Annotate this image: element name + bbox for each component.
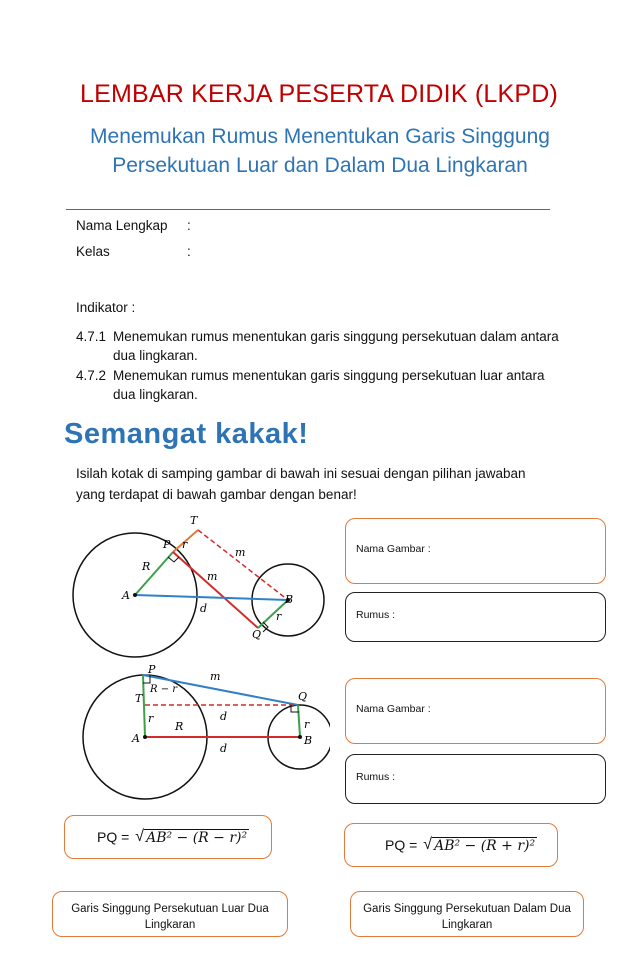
sqrt-icon: √ [423,836,433,853]
formula-expression: AB² − (R − r)² [146,829,248,846]
instruction-text: Isilah kotak di samping gambar di bawah ini sesuai dengan pilihan jawaban yang terdapat di bawah gambar dengan benar! [76,466,526,502]
radius-ap [135,552,173,595]
indicator-text: Menemukan rumus menentukan garis singgung persekutuan dalam antara dua lingkaran. [113,329,559,363]
name-label: Nama Lengkap [76,218,168,233]
formula-prefix: PQ = [97,829,130,845]
label-r-left: r [148,712,154,725]
label-t: T [190,514,198,527]
figure-external-tangent [80,662,330,802]
name-colon: : [187,218,191,233]
motivation-heading: Semangat kakak! [64,418,309,450]
label-d: d [200,602,208,615]
label-p: P [148,663,156,676]
indicator-item [76,327,566,367]
label-m: m [210,670,221,683]
figure2-name-label: Nama Gambar : [356,703,431,715]
label-q: Q [298,690,308,703]
label-r-right: r [304,718,310,731]
center-line-ab [135,595,288,600]
formula-expression: AB² − (R + r)² [434,837,536,854]
label-m-top: m [235,546,246,559]
label-a: A [122,589,130,602]
radius-bq [258,600,288,628]
label-big-r: R [175,720,184,733]
indicator-number: 4.7.1 [76,329,107,344]
label-b: B [304,734,313,747]
indicator-item [76,366,566,406]
class-label: Kelas [76,244,110,259]
label-r-minus-r: R − r [150,684,178,695]
formula-prefix: PQ = [385,837,418,853]
figure-internal-tangent [70,510,340,660]
label-a: A [132,732,140,745]
label-t: T [135,692,143,705]
formula-choice-outer[interactable] [64,815,272,859]
label-d-bottom: d [220,742,228,755]
label-b: B [285,593,294,606]
indicator-title: Indikator : [76,300,136,315]
label-r-right: r [276,610,282,623]
subtitle-line-1: Menemukan Rumus Menentukan Garis Singgung [90,125,550,148]
figure2-formula-label: Rumus : [356,771,396,783]
label-big-r: R [142,560,151,573]
sqrt-icon: √ [135,828,145,845]
label-m-mid: m [207,570,218,583]
indicator-number: 4.7.2 [76,368,107,383]
radius-ap [143,675,145,737]
figure1-name-label: Nama Gambar : [356,543,431,555]
label-q: Q [252,628,262,641]
label-d-top: d [220,710,228,723]
answer-choice-outer[interactable]: Garis Singgung Persekutuan Luar Dua Lingkaran [52,891,288,937]
figure2-name-box[interactable] [345,678,606,744]
indicator-text: Menemukan rumus menentukan garis singgung persekutuan luar antara dua lingkaran. [113,368,545,402]
dashed-tb [198,530,288,600]
radius-qb [298,705,300,737]
right-angle-p [168,557,179,562]
class-colon: : [187,244,191,259]
label-p: P [163,538,171,551]
figure2-formula-box[interactable] [345,754,606,804]
page-subtitle [60,122,580,180]
figure1-formula-label: Rumus : [356,609,396,621]
header-divider [66,209,550,210]
page-title: LEMBAR KERJA PESERTA DIDIK (LKPD) [79,80,559,108]
tangent-pq [173,552,258,628]
figure1-name-box[interactable] [345,518,606,584]
label-r-top: r [182,538,188,551]
subtitle-line-2: Persekutuan Luar dan Dalam Dua Lingkaran [112,154,528,177]
formula-choice-inner[interactable] [344,823,558,867]
answer-choice-inner[interactable]: Garis Singgung Persekutuan Dalam Dua Lingkaran [350,891,584,937]
figure1-formula-box[interactable] [345,592,606,642]
